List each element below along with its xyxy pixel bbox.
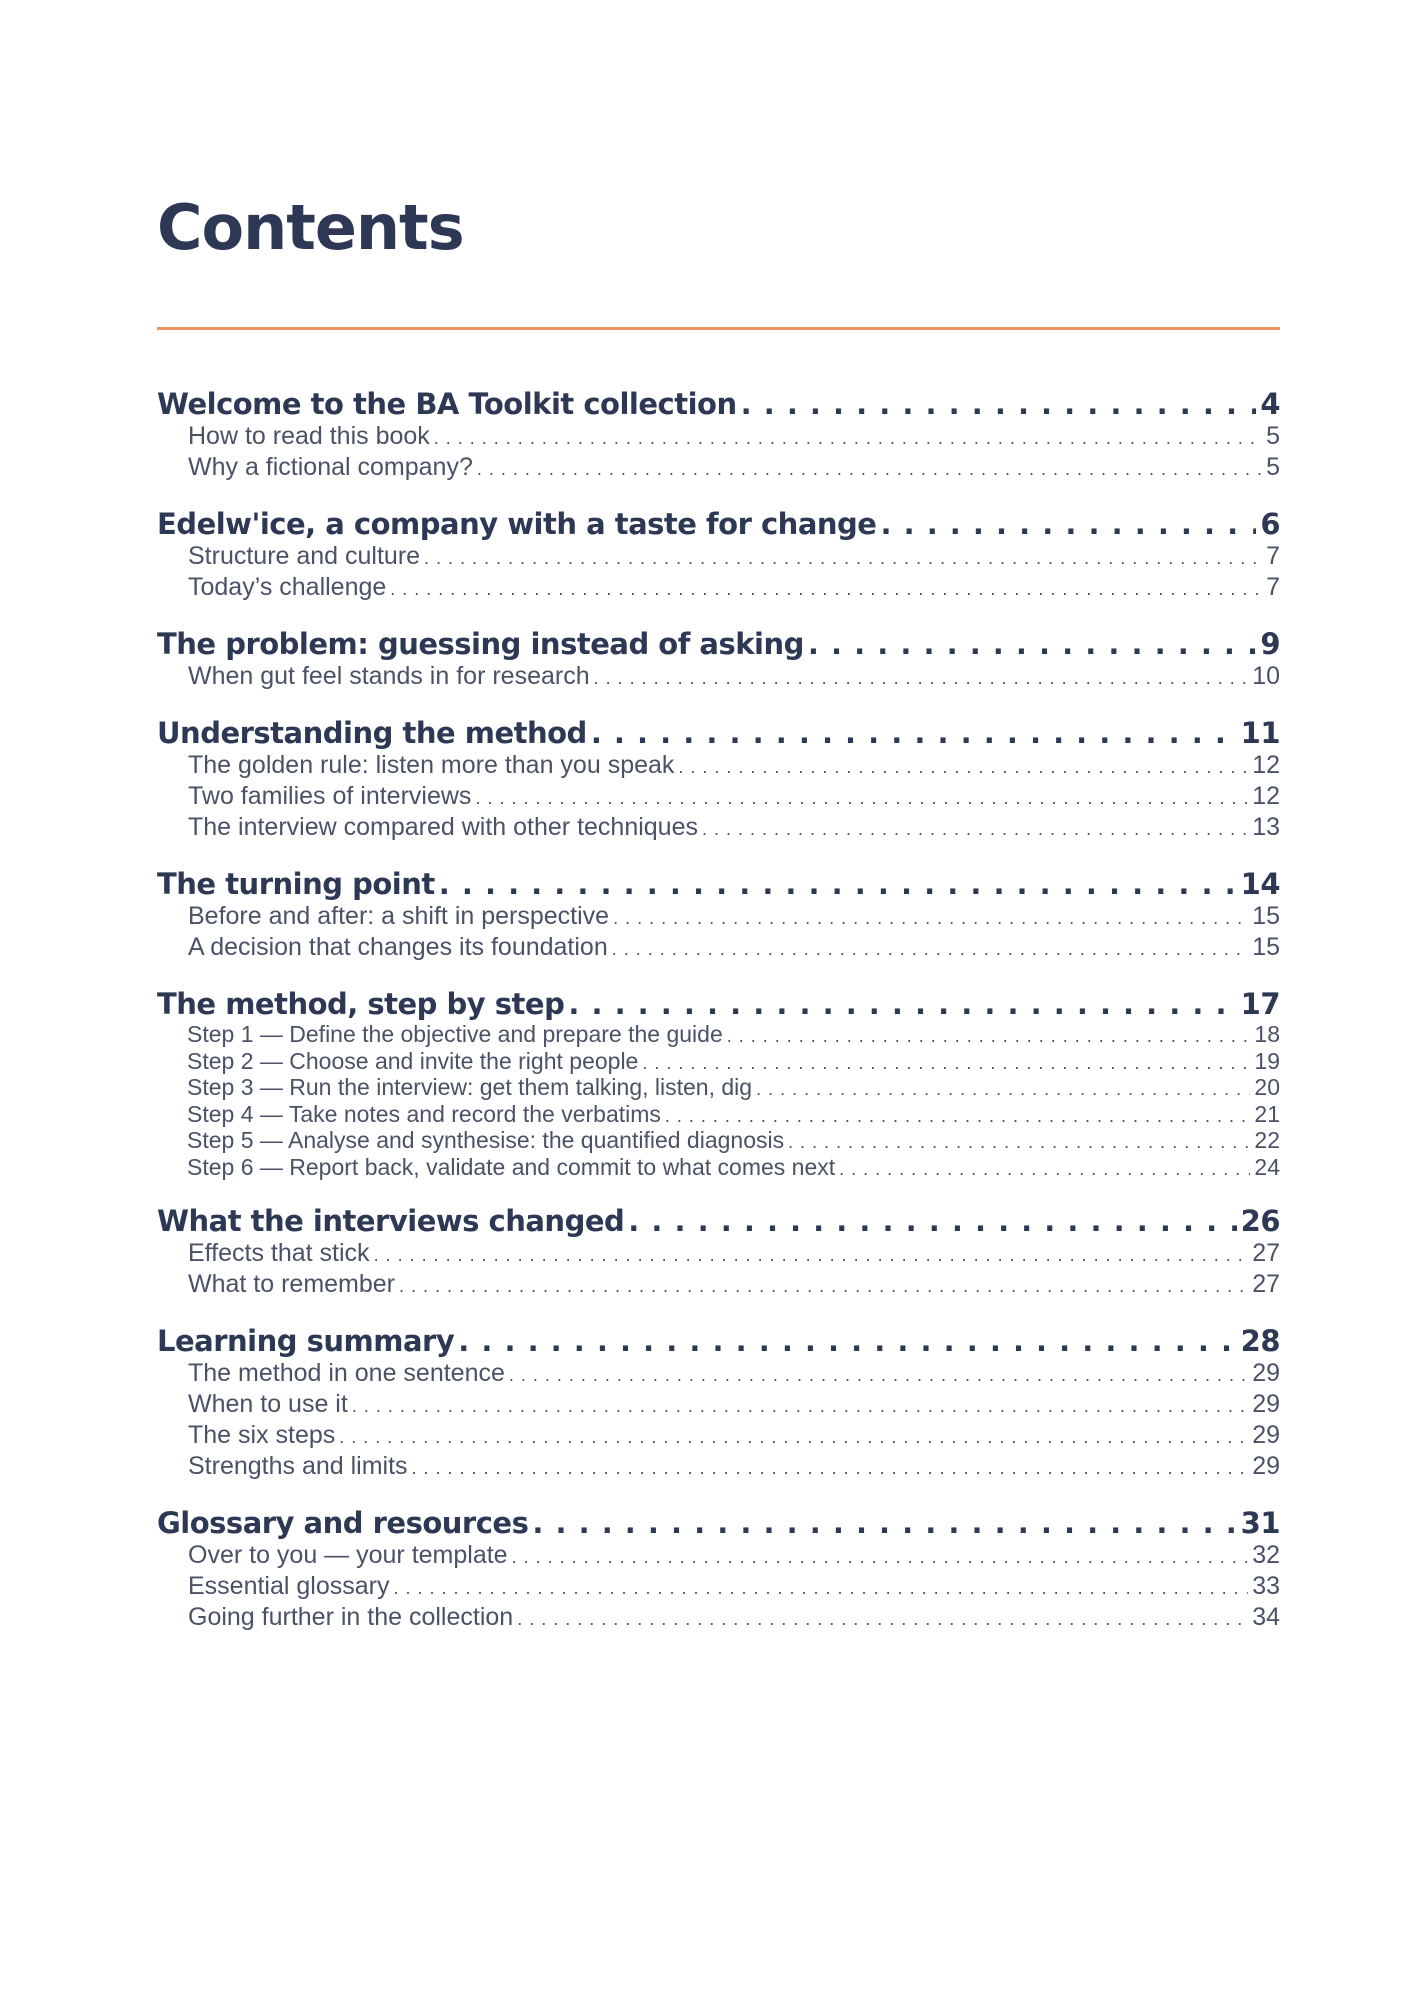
toc-chapter-page: 31 [1240,1506,1280,1540]
toc-subentry[interactable] [157,1128,1280,1155]
dot-leader [517,1605,1248,1634]
toc-subentry[interactable] [157,1270,1280,1301]
dot-leader [756,1077,1250,1102]
toc-section [157,386,1280,484]
toc-subentry[interactable] [157,933,1280,964]
toc-subentry[interactable] [157,813,1280,844]
toc-section [157,1203,1280,1301]
dot-leader [628,1203,1236,1239]
toc-subentry-title: Why a fictional company? [188,453,473,481]
toc-subentry-title: Step 4 — Take notes and record the verbatims [187,1100,661,1127]
toc-chapter-page: 9 [1260,627,1280,661]
toc-subentry-title: When gut feel stands in for research [188,662,590,690]
toc-chapter-entry[interactable] [157,715,1280,751]
toc-subentry-page: 7 [1266,542,1280,570]
toc-subentry-page: 12 [1252,751,1280,779]
toc-subentry[interactable] [157,662,1280,693]
toc-subentry[interactable] [157,1421,1280,1452]
toc-chapter-title: Glossary and resources [157,1506,529,1540]
toc-subentry-page: 20 [1254,1074,1280,1100]
toc-subentry-title: When to use it [188,1390,348,1418]
dot-leader [665,1104,1251,1129]
dot-leader [352,1392,1248,1421]
toc-chapter-entry[interactable] [157,506,1280,542]
toc-section [157,866,1280,964]
toc-subentry[interactable] [157,751,1280,782]
dot-leader [702,815,1248,844]
title-divider [157,327,1280,330]
dot-leader [612,935,1248,964]
toc-subentry-page: 34 [1252,1603,1280,1631]
toc-subentry-title: Today’s challenge [188,573,387,601]
toc-subentry[interactable] [157,1022,1280,1049]
toc-chapter-entry[interactable] [157,386,1280,422]
toc-subentry-page: 27 [1252,1270,1280,1298]
toc-chapter-page: 28 [1240,1324,1280,1358]
toc-chapter-page: 14 [1240,867,1280,901]
dot-leader [399,1272,1248,1301]
toc-subentry-title: The method in one sentence [188,1359,505,1387]
toc-subentry-title: Step 3 — Run the interview: get them talking, listen, dig [187,1074,753,1100]
toc-chapter-title: Understanding the method [157,716,587,750]
toc-subentry-page: 33 [1252,1572,1280,1600]
toc-chapter-entry[interactable] [157,986,1280,1022]
dot-leader [434,424,1262,453]
toc-chapter-page: 17 [1240,987,1280,1021]
dot-leader [568,986,1236,1022]
toc-subentry-page: 24 [1254,1153,1280,1180]
toc-subentry-page: 18 [1254,1021,1280,1047]
dot-leader [475,784,1248,813]
dot-leader [613,904,1248,933]
toc-section [157,506,1280,604]
dot-leader [642,1051,1250,1076]
toc-chapter-entry[interactable] [157,866,1280,902]
dot-leader [727,1024,1251,1049]
dot-leader [839,1157,1250,1182]
dot-leader [477,455,1262,484]
toc-subentry-title: Before and after: a shift in perspective [188,902,610,930]
dot-leader [390,575,1262,604]
toc-subentry[interactable] [157,542,1280,573]
toc-chapter-page: 6 [1260,507,1280,541]
toc-chapter-title: Edelw'ice, a company with a taste for change [157,507,877,541]
toc-subentry[interactable] [157,1541,1280,1572]
toc-subentry-page: 29 [1252,1390,1280,1418]
toc-subentry-page: 12 [1252,782,1280,810]
toc-chapter-title: The method, step by step [157,987,565,1021]
toc-subentry-title: Step 6 — Report back, validate and commit to what comes next [187,1153,836,1180]
dot-leader [374,1241,1249,1270]
toc-chapter-page: 4 [1260,387,1280,421]
toc-subentry[interactable] [157,453,1280,484]
table-of-contents [157,386,1280,1656]
toc-subentry-title: Essential glossary [188,1572,390,1600]
toc-subentry-title: The golden rule: listen more than you speak [188,751,675,779]
toc-subentry[interactable] [157,1049,1280,1076]
dot-leader [439,866,1237,902]
toc-subentry-page: 32 [1252,1541,1280,1569]
toc-subentry[interactable] [157,1102,1280,1129]
dot-leader [880,506,1256,542]
toc-subentry-title: Going further in the collection [188,1603,514,1631]
toc-chapter-page: 26 [1240,1204,1280,1238]
toc-chapter-title: What the interviews changed [157,1204,625,1238]
dot-leader [741,386,1257,422]
toc-subentry-title: A decision that changes its foundation [188,933,608,961]
toc-subentry[interactable] [157,1359,1280,1390]
toc-chapter-entry[interactable] [157,1505,1280,1541]
toc-chapter-title: The turning point [157,867,435,901]
toc-chapter-page: 11 [1240,716,1280,750]
toc-subentry[interactable] [157,1390,1280,1421]
toc-subentry[interactable] [157,1155,1280,1182]
toc-subentry-page: 27 [1252,1239,1280,1267]
dot-leader [509,1361,1248,1390]
toc-subentry-title: Over to you — your template [188,1541,508,1569]
toc-subentry-page: 15 [1252,933,1280,961]
toc-chapter-title: Welcome to the BA Toolkit collection [157,387,737,421]
toc-subentry-title: What to remember [188,1270,396,1298]
toc-subentry-title: Step 5 — Analyse and synthesise: the quantified diagnosis [187,1127,785,1153]
dot-leader [788,1130,1250,1155]
toc-section [157,986,1280,1181]
toc-subentry-title: The interview compared with other techniques [188,813,698,841]
dot-leader [678,753,1248,782]
toc-subentry[interactable] [157,1603,1280,1634]
toc-chapter-entry[interactable] [157,1203,1280,1239]
dot-leader [339,1423,1248,1452]
toc-subentry-title: The six steps [188,1421,336,1449]
page-title: Contents [157,191,464,264]
toc-section [157,1323,1280,1483]
toc-subentry-page: 15 [1252,902,1280,930]
toc-subentry-title: Effects that stick [188,1239,370,1267]
toc-subentry[interactable] [157,1239,1280,1270]
dot-leader [424,544,1262,573]
toc-section [157,626,1280,693]
toc-subentry-page: 13 [1252,813,1280,841]
toc-subentry[interactable] [157,902,1280,933]
toc-subentry-page: 7 [1266,573,1280,601]
dot-leader [458,1323,1236,1359]
toc-subentry-title: Step 2 — Choose and invite the right people [187,1047,639,1074]
toc-subentry-page: 19 [1254,1047,1280,1074]
dot-leader [591,715,1237,751]
toc-subentry[interactable] [157,1075,1280,1102]
toc-subentry[interactable] [157,1452,1280,1483]
dot-leader [594,664,1249,693]
toc-subentry-page: 29 [1252,1359,1280,1387]
toc-subentry[interactable] [157,782,1280,813]
toc-subentry-page: 10 [1252,662,1280,690]
dot-leader [532,1505,1236,1541]
toc-subentry-page: 22 [1254,1127,1280,1153]
toc-subentry-title: How to read this book [188,422,430,450]
toc-subentry-page: 5 [1266,422,1280,450]
toc-subentry-title: Structure and culture [188,542,421,570]
dot-leader [512,1543,1249,1572]
dot-leader [412,1454,1249,1483]
toc-section [157,715,1280,844]
toc-subentry-title: Step 1 — Define the objective and prepare the guide [187,1021,723,1047]
toc-chapter-entry[interactable] [157,626,1280,662]
toc-subentry-page: 5 [1266,453,1280,481]
toc-subentry-page: 21 [1254,1100,1280,1127]
dot-leader [393,1574,1248,1603]
toc-chapter-title: The problem: guessing instead of asking [157,627,804,661]
toc-subentry[interactable] [157,422,1280,453]
toc-subentry-title: Strengths and limits [188,1452,408,1480]
toc-chapter-entry[interactable] [157,1323,1280,1359]
toc-subentry-title: Two families of interviews [188,782,472,810]
toc-chapter-title: Learning summary [157,1324,455,1358]
toc-subentry-page: 29 [1252,1452,1280,1480]
dot-leader [808,626,1256,662]
toc-subentry[interactable] [157,1572,1280,1603]
toc-subentry[interactable] [157,573,1280,604]
toc-subentry-page: 29 [1252,1421,1280,1449]
toc-section [157,1505,1280,1634]
